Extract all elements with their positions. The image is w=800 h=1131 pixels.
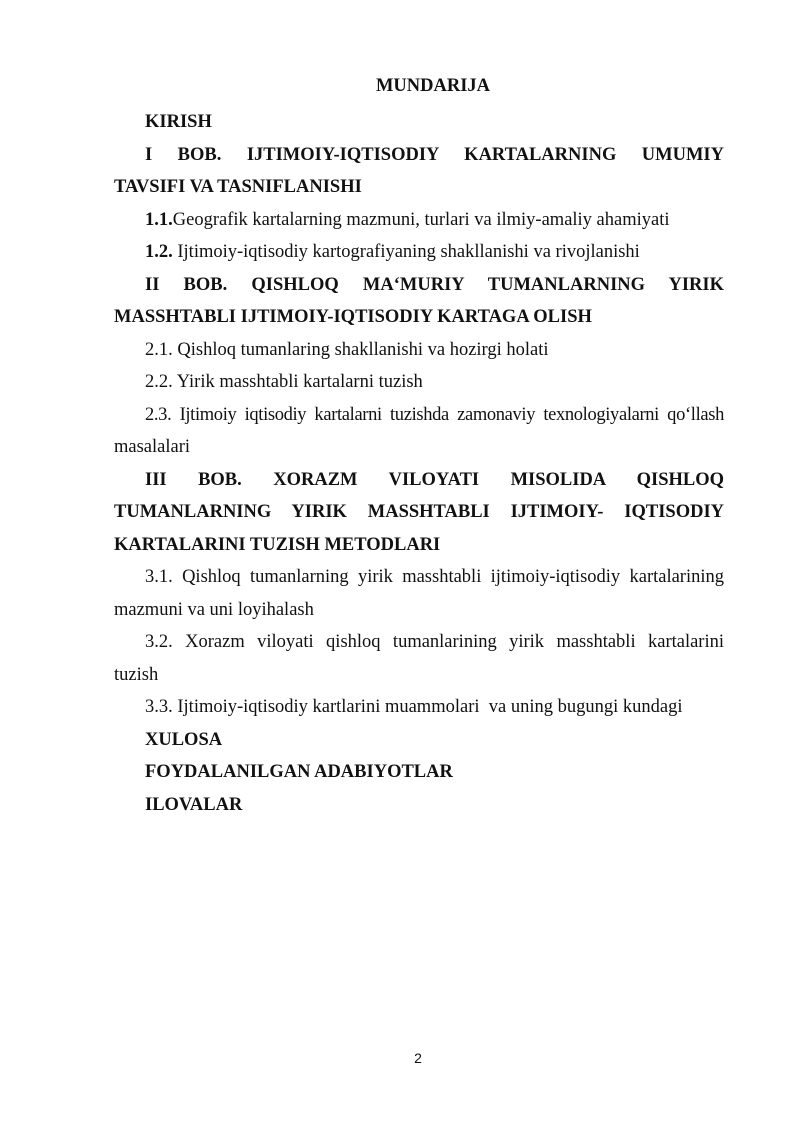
toc-chapter-3-line1: III BOB. XORAZM VILOYATI MISOLIDA QISHLOQ: [145, 469, 724, 490]
toc-section-1-1-number: 1.1.: [145, 209, 173, 230]
toc-section-2-3-line2: masalalari: [114, 437, 191, 457]
toc-section-2-3-line1: 2.3. Ijtimoiy iqtisodiy kartalarni tuzishda zamonaviy texnologiyalarni qo‘llash: [145, 404, 724, 425]
toc-chapter-1-line1: I BOB. IJTIMOIY-IQTISODIY KARTALARNING UMUMIY: [145, 144, 724, 165]
toc-section-3-2-line1: 3.2. Xorazm viloyati qishloq tumanlarining yirik masshtabli kartalarini: [145, 632, 724, 652]
toc-section-3-1-line2: mazmuni va uni loyihalash: [114, 599, 314, 620]
toc-section-2-1: 2.1. Qishloq tumanlaring shakllanishi va hozirgi holati: [145, 339, 549, 360]
toc-chapter-2-line1: II BOB. QISHLOQ MAʻMURIY TUMANLARNING YIRIK: [145, 274, 724, 295]
toc-section-3-2-line2: tuzish: [114, 664, 159, 685]
toc-title: MUNDARIJA: [375, 76, 491, 96]
toc-entry-conclusion: XULOSA: [145, 729, 223, 750]
toc-section-3-1-line1: 3.1. Qishloq tumanlarning yirik masshtabli ijtimoiy-iqtisodiy kartalarining: [145, 567, 724, 587]
toc-chapter-1-line2: TAVSIFI VA TASNIFLANISHI: [114, 177, 362, 197]
toc-section-1-1-text: Geografik kartalarning mazmuni, turlari va ilmiy-amaliy ahamiyati: [172, 209, 670, 230]
toc-section-2-2: 2.2. Yirik masshtabli kartalarni tuzish: [145, 372, 423, 392]
toc-chapter-3-line3: KARTALARINI TUZISH METODLARI: [114, 534, 441, 555]
table-of-contents: [114, 106, 724, 821]
toc-section-3-3: 3.3. Ijtimoiy-iqtisodiy kartlarini muammolari va uning bugungi kundagi: [145, 697, 683, 717]
toc-section-1-2-number: 1.2.: [145, 242, 173, 262]
toc-entry-appendices: ILOVALAR: [145, 794, 243, 815]
toc-section-1-2-text: Ijtimoiy-iqtisodiy kartografiyaning shakllanishi va rivojlanishi: [172, 242, 640, 262]
toc-section-1-2: [114, 236, 724, 269]
toc-entry-intro: KIRISH: [145, 112, 212, 132]
toc-chapter-3-line2: TUMANLARNING YIRIK MASSHTABLI IJTIMOIY- IQTISODIY: [114, 502, 724, 522]
page-number: 2: [414, 1050, 422, 1066]
toc-section-1-1: [114, 204, 724, 237]
toc-chapter-2-line2: MASSHTABLI IJTIMOIY-IQTISODIY KARTAGA OLISH: [114, 307, 592, 327]
toc-entry-references: FOYDALANILGAN ADABIYOTLAR: [145, 762, 453, 782]
